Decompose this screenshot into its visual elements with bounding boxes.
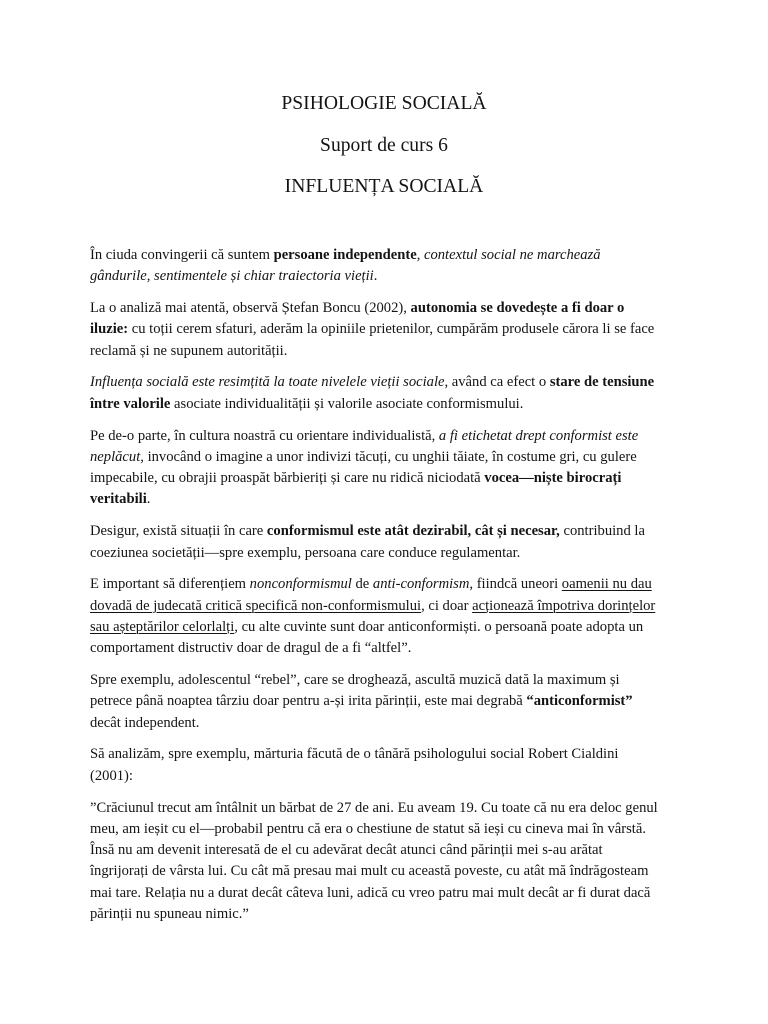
italic-text: contextul social ne marchează xyxy=(423,247,601,263)
text-line xyxy=(90,543,690,564)
text-run: mai tare. Relația nu a durat decât câteva luni, adică cu vreo patru mai mult decât ar fi durat dacă xyxy=(90,884,651,901)
italic-text: a fi etichetat drept conformist este xyxy=(438,427,639,444)
underlined-text: acționează împotriva dorințelor xyxy=(472,597,656,614)
bold-text: veritabili xyxy=(90,491,147,508)
text-run: E important să diferențiem xyxy=(90,576,250,593)
text-run: . xyxy=(146,491,151,508)
text-run: contribuind la xyxy=(559,523,645,540)
text-run: , ci doar xyxy=(421,597,473,614)
text-line xyxy=(90,691,690,712)
italic-text: gândurile, sentimentele și chiar traiectoria vieții xyxy=(90,268,374,285)
text-line xyxy=(90,319,690,340)
text-line xyxy=(90,883,690,904)
bold-text: conformismul este atât dezirabil, cât și necesar, xyxy=(266,523,560,540)
text-line xyxy=(90,798,690,819)
text-run: , având ca efect o xyxy=(444,374,550,391)
text-run: reclamă și ne supunem autorității. xyxy=(90,342,288,359)
text-run: părinții nu spuneau nimic.” xyxy=(90,906,249,923)
text-line xyxy=(90,713,690,734)
text-line xyxy=(90,394,690,415)
section-title: INFLUENȚA SOCIALĂ xyxy=(284,176,484,197)
bold-text: autonomia se dovedește a fi doar o xyxy=(410,300,625,317)
bold-text: iluzie: xyxy=(90,321,129,338)
paragraph-6 xyxy=(90,574,690,659)
text-line xyxy=(90,245,690,266)
italic-text: nonconformismul xyxy=(249,576,352,593)
text-run: coeziunea societății—spre exemplu, persoana care conduce regulamentar. xyxy=(90,544,521,561)
paragraph-5 xyxy=(90,521,690,564)
text-run: . xyxy=(373,268,378,285)
text-line xyxy=(90,341,690,362)
text-line xyxy=(90,904,690,925)
text-run: Pe de-o parte, în cultura noastră cu orientare individualistă, xyxy=(90,427,439,444)
text-line xyxy=(90,521,690,542)
text-run: (2001): xyxy=(90,767,133,784)
bold-text: persoane independente xyxy=(273,247,417,263)
paragraph-2 xyxy=(90,298,690,362)
document-title: PSIHOLOGIE SOCIALĂ xyxy=(281,93,487,114)
text-line xyxy=(90,840,690,861)
bold-text: vocea—niște birocrați xyxy=(484,470,622,487)
underlined-text: dovadă de judecată critică specifică non-conformismului xyxy=(90,597,422,614)
text-run: , cu alte cuvinte sunt doar anticonformiști. o persoană poate adopta un xyxy=(234,618,644,635)
text-line xyxy=(90,426,690,447)
text-run: ”Crăciunul trecut am întâlnit un bărbat de 27 de ani. Eu aveam 19. Cu toate că nu era deloc genul xyxy=(90,799,658,816)
text-run: Desigur, există situații în care xyxy=(90,523,267,540)
italic-text: Influența socială este resimțită la toate nivelele vieții sociale xyxy=(90,374,445,391)
text-run: , invocând o imagine a unor indivizi tăcuți, cu unghii tăiate, în costume gri, cu gulere xyxy=(140,448,637,465)
text-run: La o analiză mai atentă, observă Ștefan Boncu (2002), xyxy=(90,300,411,317)
text-run: Spre exemplu, adolescentul “rebel”, care se droghează, ascultă muzică dată la maximum și xyxy=(90,672,620,689)
text-line xyxy=(90,766,690,787)
text-line xyxy=(90,596,690,617)
underlined-text: sau așteptărilor celorlalți xyxy=(90,618,235,635)
text-run: , xyxy=(416,247,424,263)
text-line xyxy=(90,468,690,489)
text-line xyxy=(90,861,690,882)
text-run: asociate individualității și valorile asociate conformismului. xyxy=(170,395,524,412)
italic-text: neplăcut xyxy=(90,448,141,465)
text-line xyxy=(90,670,690,691)
document-subtitle: Suport de curs 6 xyxy=(320,135,448,156)
bold-text: “anticonformist” xyxy=(526,693,633,710)
italic-text: anti-conformism xyxy=(372,576,470,593)
text-run: cu toții cerem sfaturi, aderăm la opiniile prietenilor, cumpărăm produsele cărora li se face xyxy=(128,321,655,338)
text-line xyxy=(90,744,690,765)
text-run: comportament distructiv doar de dragul de a fi “altfel”. xyxy=(90,640,412,657)
paragraph-4 xyxy=(90,426,690,511)
text-line xyxy=(90,266,690,287)
underlined-text: oamenii nu dau xyxy=(561,576,652,593)
text-line xyxy=(90,638,690,659)
text-line xyxy=(90,298,690,319)
paragraph-8 xyxy=(90,744,690,787)
text-run: decât independent. xyxy=(90,714,200,731)
quote-paragraph xyxy=(90,798,690,926)
bold-text: stare de tensiune xyxy=(549,374,655,391)
text-line xyxy=(90,489,690,510)
text-line xyxy=(90,574,690,595)
text-run: meu, am ieșit cu el—probabil pentru că era o chestiune de statut să ieși cu cineva mai în vârstă. xyxy=(90,820,646,837)
text-run: Să analizăm, spre exemplu, mărturia făcută de o tânără psihologului social Robert Cialdini xyxy=(90,746,619,763)
paragraph-3 xyxy=(90,372,690,415)
text-line xyxy=(90,447,690,468)
text-run: În ciuda convingerii că suntem xyxy=(90,247,274,263)
text-run: îngrijorați de vârsta lui. Cu cât mă presau mai mult cu această poveste, cu atât mă îndrăgosteam xyxy=(90,863,649,880)
text-line xyxy=(90,819,690,840)
text-run: impecabile, cu obrajii proaspăt bărbieriți și care nu ridică niciodată xyxy=(90,470,485,487)
document-body xyxy=(90,245,690,936)
bold-text: între valorile xyxy=(90,395,171,412)
paragraph-7 xyxy=(90,670,690,734)
text-line xyxy=(90,372,690,393)
paragraph-1 xyxy=(90,245,690,288)
text-run: Însă nu am devenit interesată de el cu adevărat decât atunci când părinții mei s-au arătat xyxy=(90,842,603,859)
text-line xyxy=(90,617,690,638)
text-run: petrece până noaptea târziu doar pentru a-și irita părinții, este mai degrabă xyxy=(90,693,527,710)
text-run: , fiindcă uneori xyxy=(469,576,562,593)
text-run: de xyxy=(351,576,373,593)
